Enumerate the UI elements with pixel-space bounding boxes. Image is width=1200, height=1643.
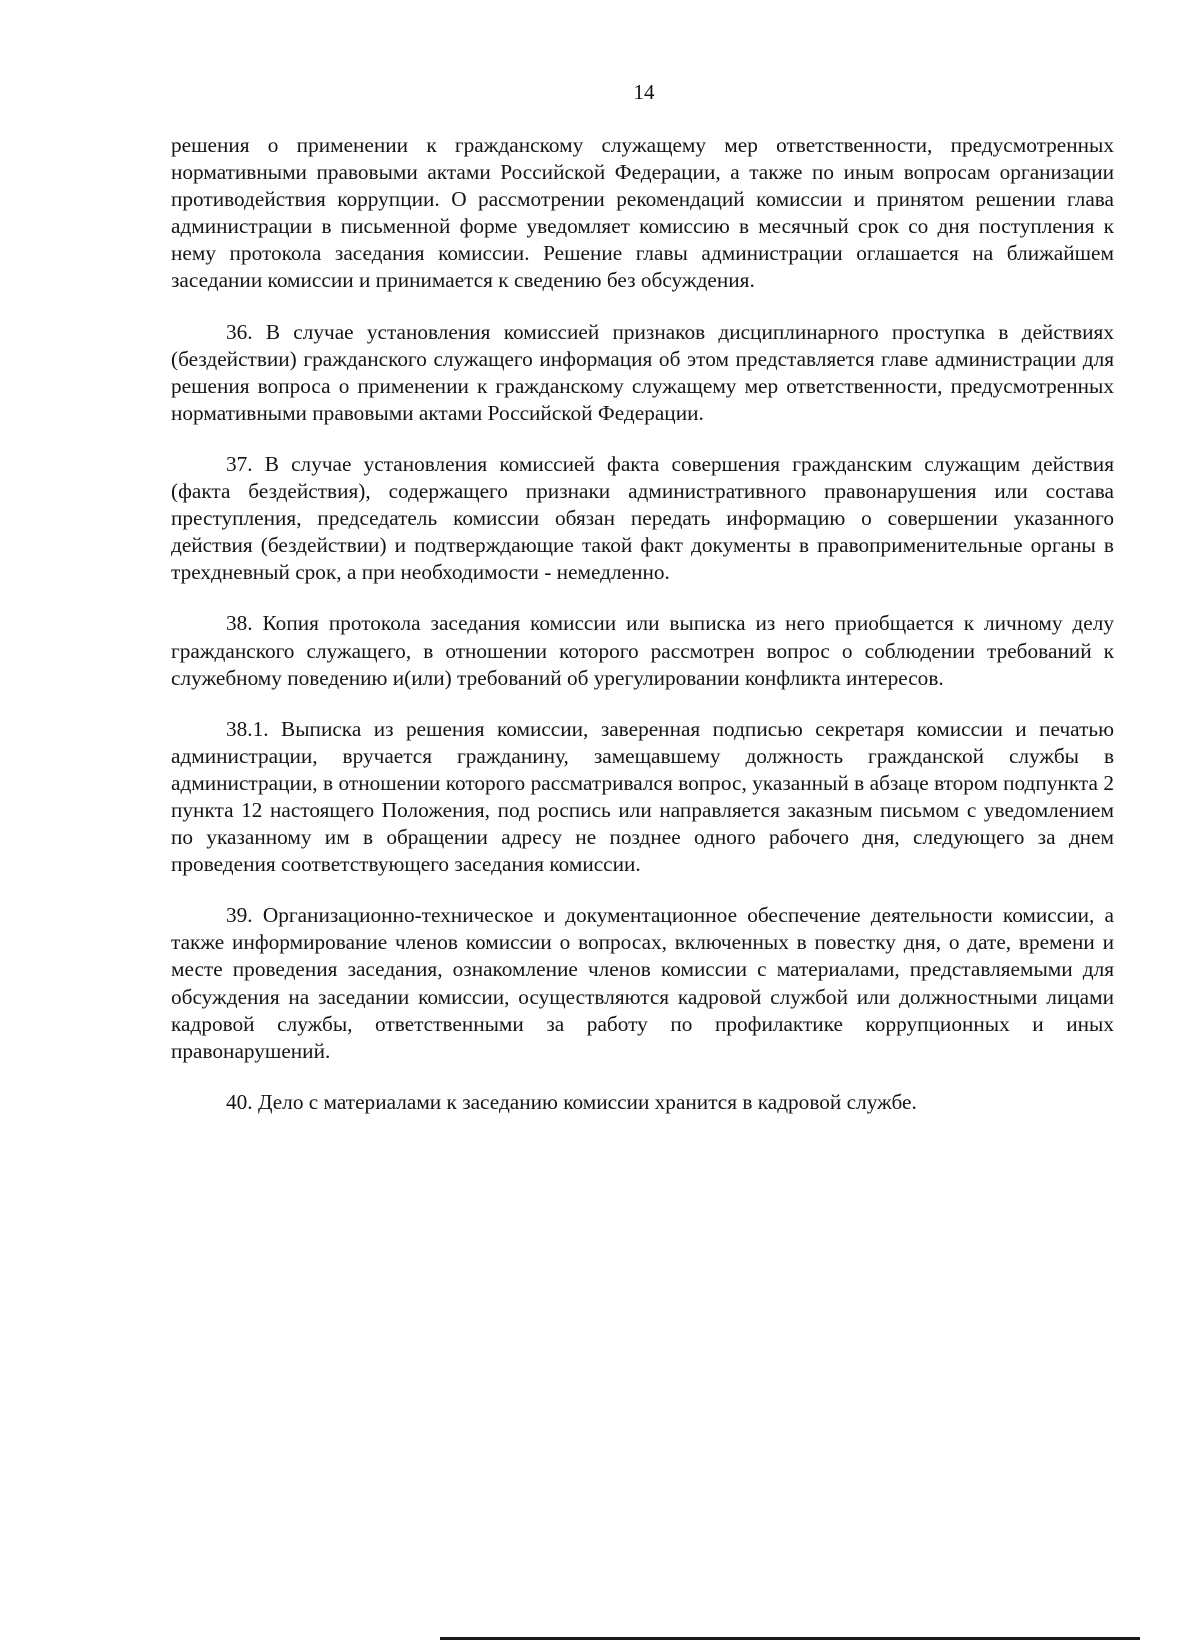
paragraph-continuation: решения о применении к гражданскому служащему мер ответственности, предусмотренных нормативными правовыми актами Российской Федерации, а также по иным вопросам организации противодействия коррупции. О рассмотрении рекомендаций комиссии и принятом решении глава администрации в письменной форме уведомляет комиссию в месячный срок со дня поступления к нему протокола заседания комиссии. Решение главы администрации оглашается на ближайшем заседании комиссии и принимается к сведению без обсуждения. <box>171 133 1114 293</box>
page-number: 14 <box>633 80 655 104</box>
scan-edge-line <box>440 1637 1140 1640</box>
document-body <box>171 132 1114 1140</box>
paragraph-39: 39. Организационно-техническое и документационное обеспечение деятельности комиссии, а также информирование членов комиссии о вопросах, включенных в повестку дня, о дате, времени и месте проведения заседания, ознакомление членов комиссии с материалами, представляемыми для обсуждения на заседании комиссии, осуществляются кадровой службой или должностными лицами кадровой службы, ответственными за работу по профилактике коррупционных и иных правонарушений. <box>171 903 1114 1063</box>
paragraph-36: 36. В случае установления комиссией признаков дисциплинарного проступка в действиях (бездействии) гражданского служащего информация об этом представляется главе администрации для решения вопроса о применении к гражданскому служащему мер ответственности, предусмотренных нормативными правовыми актами Российской Федерации. <box>171 319 1114 425</box>
paragraph-38-1: 38.1. Выписка из решения комиссии, заверенная подписью секретаря комиссии и печатью администрации, вручается гражданину, замещавшему должность гражданской службы в администрации, в отношении которого рассматривался вопрос, указанный в абзаце втором подпункта 2 пункта 12 настоящего Положения, под роспись или направляется заказным письмом с уведомлением по указанному им в обращении адресу не позднее одного рабочего дня, следующего за днем проведения соответствующего заседания комиссии. <box>171 716 1114 877</box>
paragraph-38: 38. Копия протокола заседания комиссии или выписка из него приобщается к личному делу гражданского служащего, в отношении которого рассмотрен вопрос о соблюдении требований к служебному поведению и(или) требований об урегулировании конфликта интересов. <box>171 611 1114 690</box>
paragraph-40: 40. Дело с материалами к заседанию комиссии хранится в кадровой службе. <box>226 1089 917 1114</box>
paragraph-37: 37. В случае установления комиссией факта совершения гражданским служащим действия (факта бездействия), содержащего признаки административного правонарушения или состава преступления, председатель комиссии обязан передать информацию о совершении указанного действия (бездействии) и подтверждающие такой факт документы в правоприменительные органы в трехдневный срок, а при необходимости - немедленно. <box>171 451 1114 585</box>
